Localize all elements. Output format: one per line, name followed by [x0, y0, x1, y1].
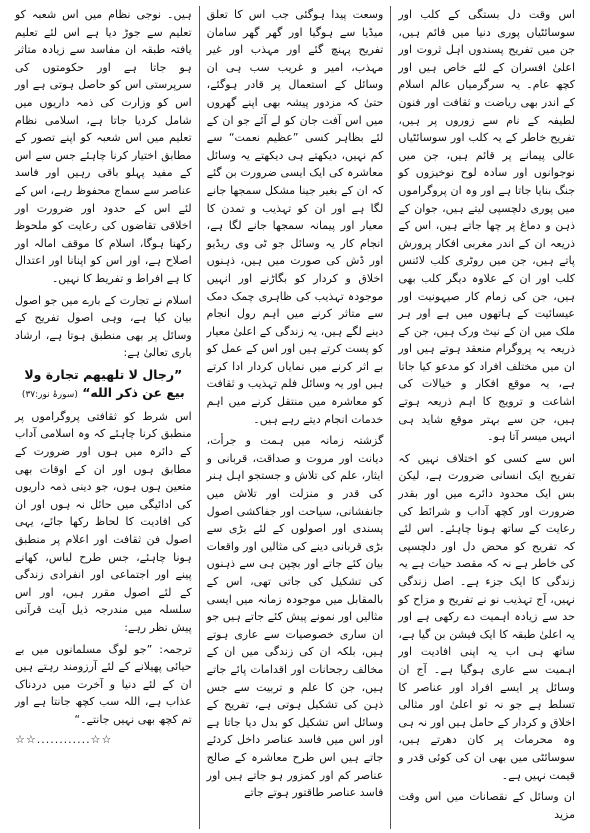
verse-text: ”رجال لا تلهيهم تجارة ولا بيع عن ذكر الله“ [24, 366, 185, 400]
paragraph: اس شرط کو ثقافتی پروگراموں پر منطبق کرنا چاہئے کہ وہ اسلامی آداب کے دائرہ میں ہوں اور ضرورت کے مطابق ہوں اور ان کے اوقات بھی متعین ہوں ہوں، جو دینی ذمہ داریوں کی ادائیگی میں حائل نہ ہوں اور ان کی افادیت کا لحاظ رکھا جائے، یہی اصول فن ثقافت اور اعلام پر منطبق ہونا چاہئے، جس طرح لباس، کھانے پینے اور اجتماعی اور انفرادی زندگی کے لئے اصول مقرر ہیں، اور اس سلسلہ میں مندرجہ ذیل آیت قرآنی پیش نظر رہے: [14, 409, 192, 634]
paragraph: گزشتہ زمانہ میں ہمت و جرأت، دیانت اور مروت و صداقت، قربانی و ایثار، علم کی تلاش و جستجو اہل ہنر کی قدر و منزلت اور تلاش میں جانفشانی، سیاحت اور جفاکشی اصول پسندی اور اصولوں کے لئے بڑی سے بڑی قربانی دینے کی مثالیں اور واقعات بیان کئے جاتے اور بچپن ہی سے ذہنوں کی تشکیل کی جاتی تھی، اس کے بالمقابل میں موجودہ زمانہ میں ایسی مثالیں اور نمونے پیش کئے جاتے ہیں جو ان ساری خصوصیات سے عاری ہوتے ہیں، بلکہ ان کی زندگی میں ان کے مخالف رجحانات اور اقدامات پائے جاتے ہیں، جن کا علم و تربیت سے جس ذہن کی تشکیل ہوتی ہے، تفریح کے وسائل اس تشکیل کو بدل دیا جاتا ہے اور اس میں فاسد عناصر داخل کردئے جاتے ہیں اس طرح معاشرہ کے صالح عناصر کم اور کمزور ہو جاتے ہیں اور فاسد عناصر طاقتور ہوتے جاتے [206, 434, 384, 800]
verse-reference: (سورۂ نور:۳۷) [21, 389, 78, 400]
column-middle [200, 6, 392, 829]
quranic-verse [15, 366, 192, 404]
column-left [8, 6, 200, 829]
paragraph: وسعت پیدا ہوگئی جب اس کا تعلق میڈیا سے ہوگیا اور گھر گھر سامان تفریح پہنچ گئے اور مہذب اور غیر مہذب، امیر و غریب سب ہی ان وسائل کے استعمال پر قادر ہوگئے، حتیٰ کہ مزدور پیشہ بھی اپنے گھروں میں اس آفت جان کو لے آئے جو ان کے لئے بظاہر کسی ”عظیم نعمت“ سے کم نہیں، دیکھتے ہی دیکھتے یہ وسائل معاشرہ کی ایک ایسی ضرورت بن گئے کہ ان کے بغیر جینا مشکل سمجھا جانے لگا ہے اور ان کو تہذیب و تمدن کا معیار اور پیمانہ سمجھا جانے لگا ہے، انجام کار یہ وسائل جو ٹی وی ریڈیو اور ڈش کی صورت میں ہیں، ذہنوں اخلاق و کردار کو بگاڑنے اور انہیں موجودہ تہذیب کی ظاہری چمک دمک سے متاثر کرنے میں اہم رول انجام دینے لگے ہیں، یہ زندگی کے اعلیٰ معیار کو پست کرتے ہیں اور اس کے عمل کو بے اثر کرنے میں نمایاں کردار ادا کرتے ہیں اور یہ وسائل فلم تہذیب و ثقافت کو معاشرہ میں منتقل کرنے میں اہم خدمات انجام دیتے رہے ہیں۔ [206, 8, 384, 426]
verse-translation: ترجمہ: ”جو لوگ مسلمانوں میں بے حیائی پھیلانے کے لئے آرزومند رہتے ہیں ان کے لئے دنیا و آخرت میں دردناک عذاب ہے، اللہ سب کچھ جانتا ہے اور تم کچھ بھی نہیں جانتے۔“ [14, 642, 192, 726]
section-end-ornament: ☆☆............☆☆ [14, 732, 113, 746]
paragraph: اس سے کسی کو اختلاف نہیں کہ تفریح ایک انسانی ضرورت ہے، لیکن بس ایک محدود دائرے میں اور بقدر ضرورت اور کچھ آداب و شرائط کی رعایت کے ساتھ ہونا چاہئے۔ اس لئے کہ تفریح کو محض دل اور دلچسپی کی خاطر ہے نہ کہ مقصد حیات ہے یہ زندگی کا ایک جزء ہے۔ اصل زندگی نہیں، آج تہذیب نو نے تفریح و مزاح کو حد سے زیادہ اہمیت دے رکھی ہے اور یہ اعلیٰ طبقہ کا ایک فیشن بن گیا ہے، ساتھ ہی اب یہ اپنی افادیت اور اہمیت سے عاری ہوگیا ہے۔ آج ان وسائل پر ایسے افراد اور عناصر کا تسلط ہے جو نہ تو اعلیٰ اور مثالی اخلاق و کردار کے حامل ہیں اور نہ ہی وہ محرمات پر کان دھرتے ہیں، سوسائٹی میں بھی ان کی کوئی قدر و قیمت نہیں ہے۔ [398, 451, 575, 782]
paragraph: ہیں۔ نوجی نظام میں اس شعبہ کو تعلیم سے جوڑ دیا ہے اس لئے تعلیم یافتہ طبقہ ان مفاسد سے زیادہ متاثر ہو جاتا ہے اور حکومتوں کی سرپرستی اس کو حاصل ہوتی ہے اور اس کو وزارت کی ذمہ داریوں میں شامل کردیا جاتا ہے، اسلامی نظام تعلیم میں اس شعبہ کو اپنے تصور کے مطابق اختیار کرنا چاہئے جس سے اس کے مفید پہلو باقی رہیں اور فاسد عناصر سے سماج محفوظ رہے، اس کے لئے اس کے حدود اور ضرورت اور اخلاقی تقاضوں کی رعایت کو ملحوظ رکھنا ہوگا، اسلام کا موقف امالہ اور اصلاح ہے، اور اس کو اپنانا اور اعتدال کا ہے افراط و تفریط کا نہیں۔ [14, 8, 192, 285]
paragraph: اسلام نے تجارت کے بارے میں جو اصول بیان کیا ہے، وہی اصول تفریح کے وسائل پر بھی منطبق ہوتا ہے، ارشاد باری تعالیٰ ہے: [14, 293, 192, 360]
paragraph: اس وقت دل بستگی کے کلب اور سوسائٹیاں پوری دنیا میں قائم ہیں، جن میں تفریح پسندوں اہل ثروت اور اعلیٰ افسران کے لئے خاص ہیں اور کچھ عام۔ یہ سرگرمیاں عالم اسلام کے اندر بھی ریاضت و ثقافت اور فنون لطیفہ کے نام سے زوروں پر ہیں، تفریح خاطر کے یہ کلب اور سوسائٹیاں عالی پیمانے پر قائم ہیں، جن میں نوجوانوں اور سادہ لوح نوخیزوں کو جنگ بنایا جاتا ہے اور وہ ان پروگراموں میں پوری دلچسپی لیتے ہیں، جوان کے ذہن و دماغ پر چھا جاتے ہیں، اس کے ذریعہ ان کے اندر مغربی افکار پرورش پاتے ہیں، جن میں روٹری کلب لائنس کلب اور ان کے علاوہ دیگر کلب بھی ہیں، جن کی زمام کار صیہونیت اور عیسائیت کے ہاتھوں میں ہے اور ہر ملک میں ان کے نیٹ ورک ہیں، جن کے ذریعہ یہ پروگرام منعقد ہوتے ہیں اور ان میں مختلف افراد کو مدعو کیا جاتا ہے، یہ موقع افکار و خیالات کی اشاعت و ترویج کا اہم ذریعہ ہوتے ہیں، جن سے بہتر موقع شاید ہی انہیں میسر آتا ہو۔ [398, 8, 575, 444]
paragraph: ان وسائل کے نقصانات میں اس وقت مزید [398, 790, 575, 821]
column-right [391, 6, 582, 829]
